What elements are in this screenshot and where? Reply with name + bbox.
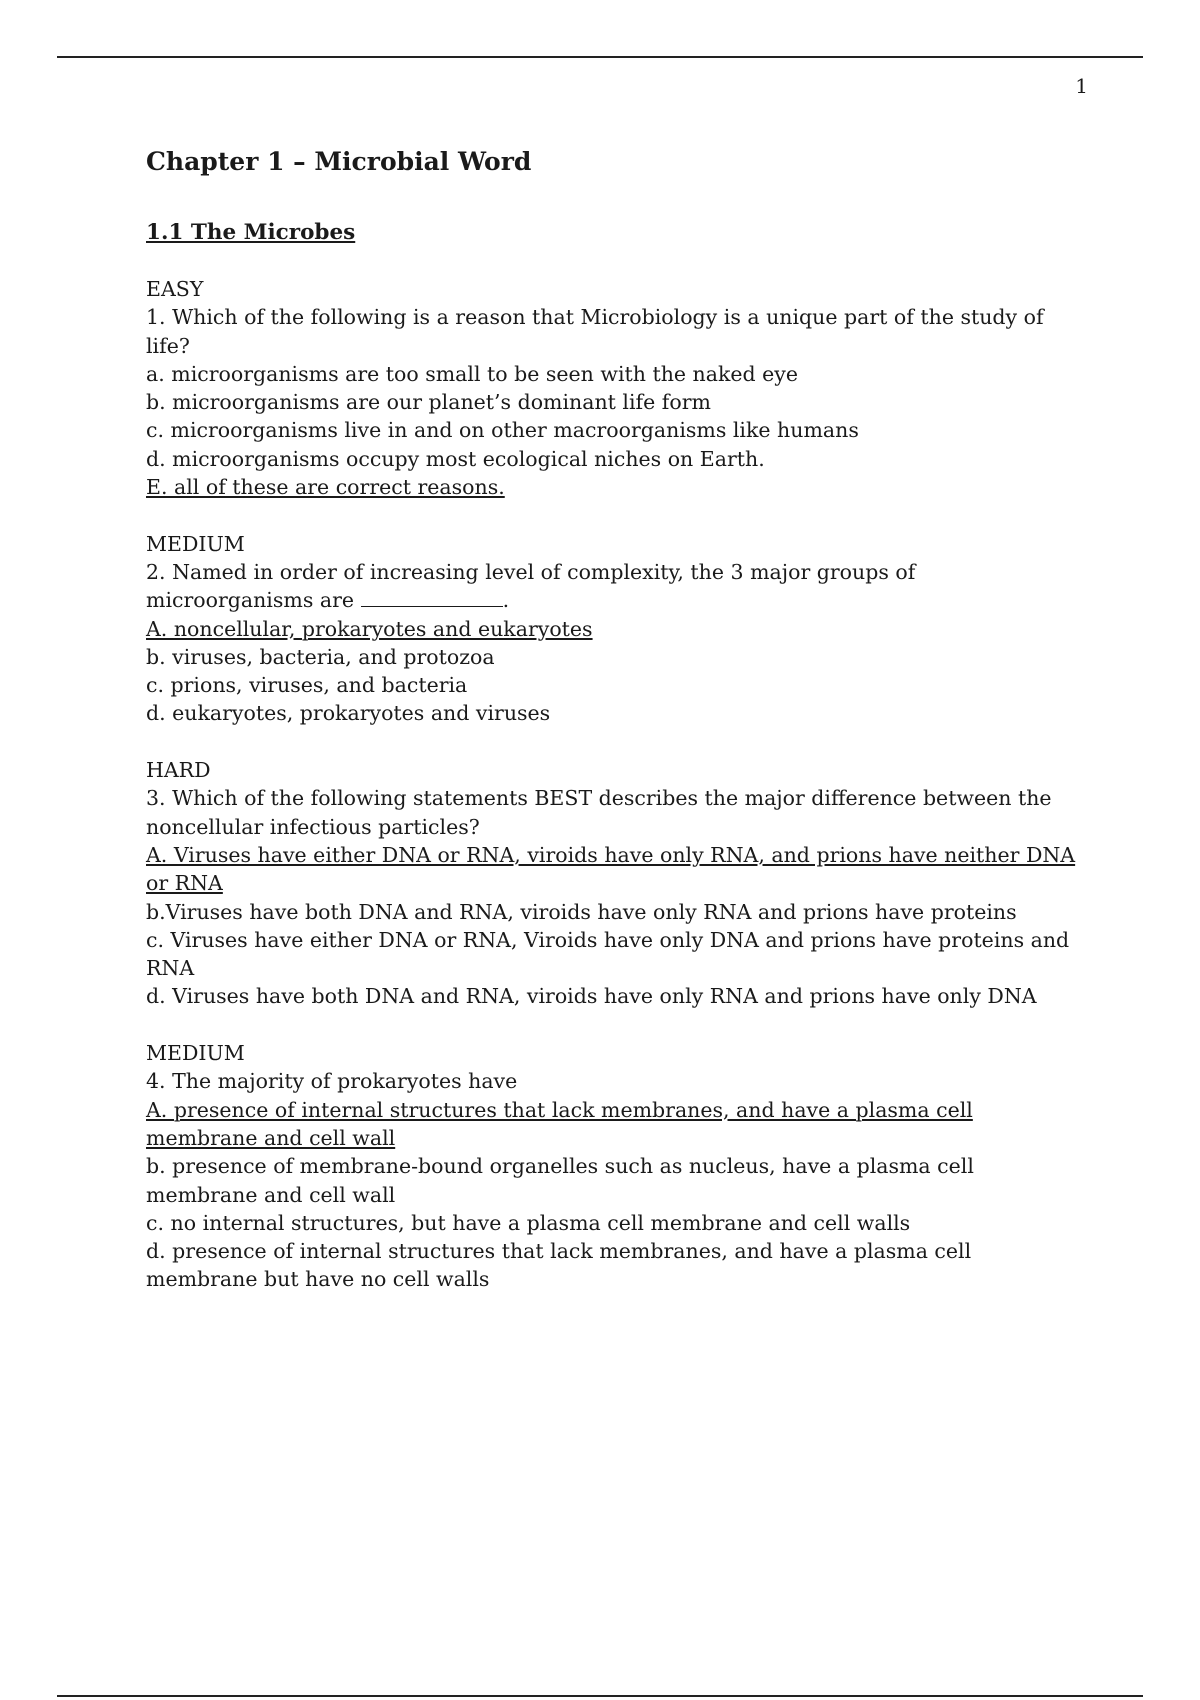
answer-option: a. microorganisms are too small to be seen with the naked eye — [146, 361, 799, 386]
answer-option: b. microorganisms are our planet’s dominant life form — [146, 390, 711, 415]
answer-option: b.Viruses have both DNA and RNA, viroids have only RNA and prions have proteins — [146, 899, 1017, 924]
answer-option: d. microorganisms occupy most ecological niches on Earth. — [146, 446, 765, 471]
answer-option: b. viruses, bacteria, and protozoa — [146, 644, 495, 669]
answer-option: d. presence of internal structures that lack membranes, and have a plasma cell membrane but have no cell walls — [146, 1239, 972, 1292]
section-title: 1.1 The Microbes — [146, 220, 356, 245]
correct-answer-option: E. all of these are correct reasons. — [146, 475, 505, 500]
correct-answer-option: A. Viruses have either DNA or RNA, viroids have only RNA, and prions have neither DNA or RNA — [146, 842, 1076, 896]
page-number: 1 — [1075, 74, 1088, 98]
difficulty-label: MEDIUM — [146, 1041, 245, 1066]
question-stem: 3. Which of the following statements BEST describes the major difference between the noncellular infectious particles? — [146, 786, 1052, 839]
answer-option: b. presence of membrane-bound organelles such as nucleus, have a plasma cell membrane and cell wall — [146, 1154, 974, 1207]
answer-option: c. prions, viruses, and bacteria — [146, 673, 468, 698]
header-rule — [57, 56, 1143, 58]
answer-option: d. eukaryotes, prokaryotes and viruses — [146, 701, 551, 726]
difficulty-label: EASY — [146, 277, 204, 301]
answer-option: c. microorganisms live in and on other macroorganisms like humans — [146, 418, 859, 443]
chapter-title: Chapter 1 – Microbial Word — [146, 147, 532, 176]
correct-answer-option: A. presence of internal structures that lack membranes, and have a plasma cell membrane and cell wall — [146, 1097, 973, 1150]
difficulty-label: MEDIUM — [146, 531, 245, 556]
footer-rule — [57, 1695, 1143, 1697]
question-3 — [146, 756, 1086, 1011]
question-stem-part: 2. Named in order of increasing level of complexity, the 3 major groups of microorganisms — [146, 559, 916, 613]
question-stem — [146, 558, 1086, 615]
answer-option: c. no internal structures, but have a plasma cell membrane and cell walls — [146, 1210, 911, 1235]
difficulty-label: HARD — [146, 758, 211, 783]
question-4 — [146, 1039, 1086, 1294]
fill-in-blank — [361, 586, 503, 607]
question-2 — [146, 530, 1086, 728]
answer-option: c. Viruses have either DNA or RNA, Viroids have only DNA and prions have proteins and RNA — [146, 927, 1070, 981]
question-1 — [146, 275, 1086, 501]
correct-answer-option: A. noncellular, prokaryotes and eukaryotes — [146, 616, 593, 641]
question-stem-end: . — [502, 588, 510, 613]
answer-option: d. Viruses have both DNA and RNA, viroids have only RNA and prions have only DNA — [146, 984, 1037, 1009]
question-stem-part: are — [319, 588, 355, 613]
question-stem: 1. Which of the following is a reason that Microbiology is a unique part of the study of life? — [146, 305, 1044, 358]
document-body — [146, 145, 1086, 1322]
question-stem: 4. The majority of prokaryotes have — [146, 1069, 518, 1094]
